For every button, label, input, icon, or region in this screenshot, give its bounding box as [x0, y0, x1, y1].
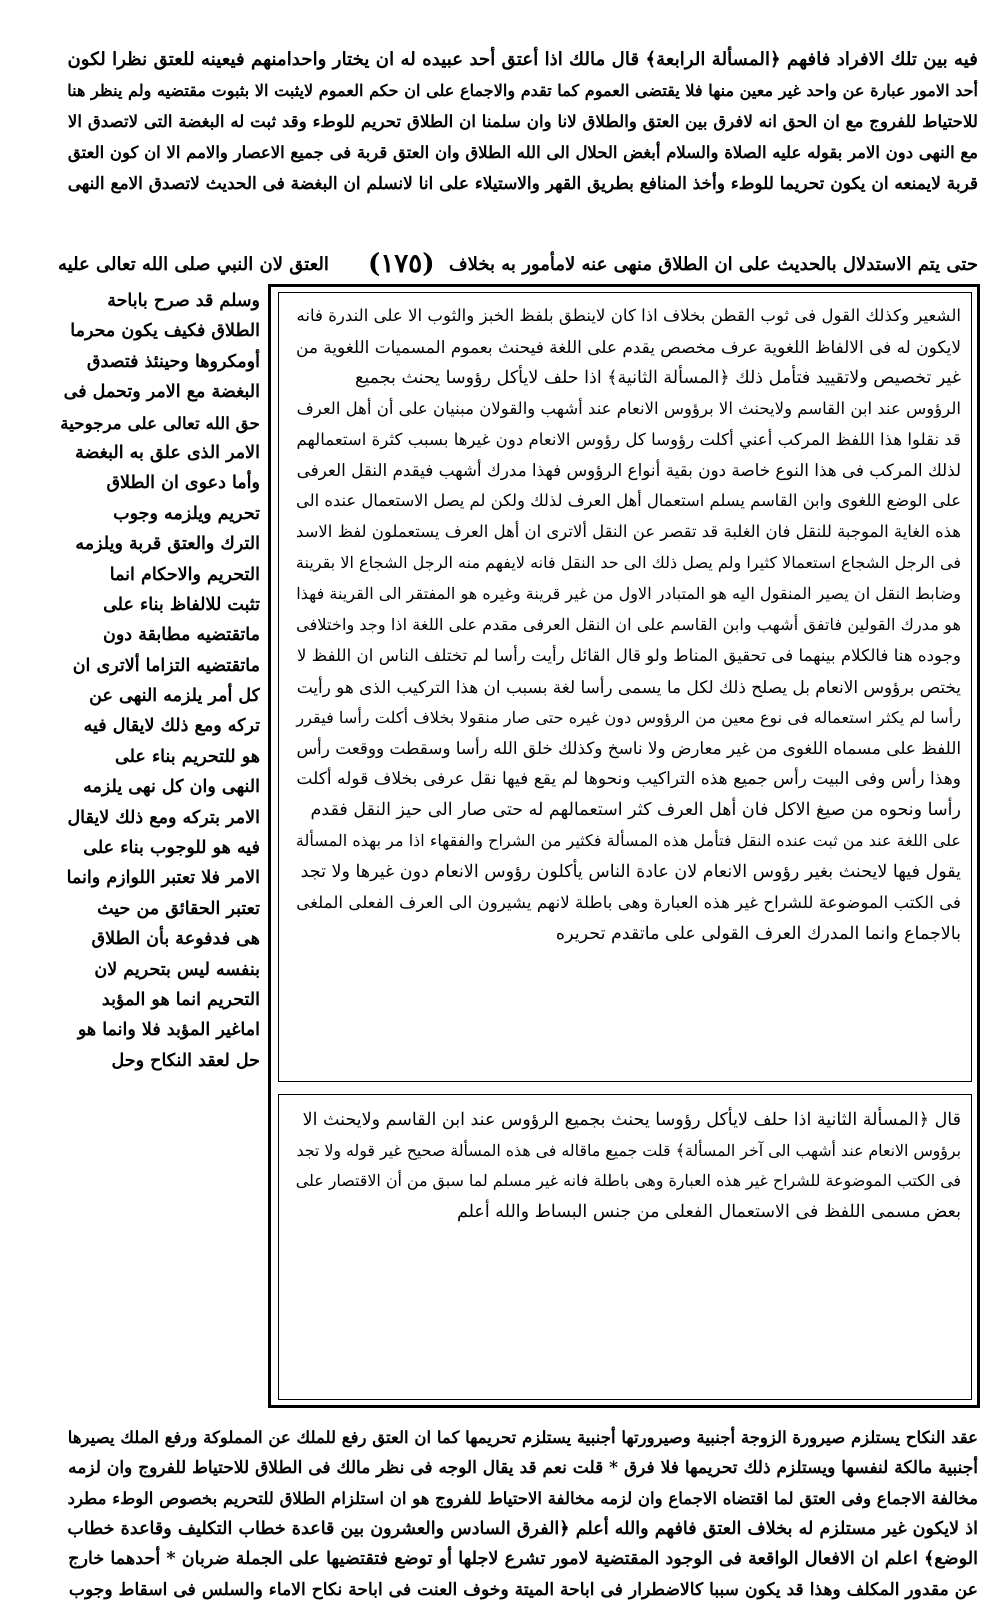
header-line — [58, 250, 978, 280]
margin-column — [58, 286, 260, 1076]
text-line: رأسا لم يكثر استعماله فى نوع معين من الرؤوس دون غيره حتى صار منقولا بخلاف أكلت رأسا فيقرر — [289, 703, 961, 734]
text-line: تحريم ويلزمه وجوب — [58, 499, 260, 529]
text-line: وأما دعوى ان الطلاق — [58, 468, 260, 498]
commentary-box-lower — [278, 1094, 972, 1400]
text-line: فيه بين تلك الافراد فافهم ﴿المسألة الرابعة﴾ قال مالك اذا أعتق أحد عبيده له ان يختار واحدامنهم فيعينه للعتق نظرا لكون — [58, 44, 978, 75]
text-line: رأسا ونحوه من صيغ الاكل فان أهل العرف كثر استعمالهم له حتى صار الى حيز النقل فقدم — [289, 795, 961, 826]
text-line: التحريم والاحكام انما — [58, 560, 260, 590]
text-line: فى الرجل الشجاع استعمالا كثيرا ولم يصل ذلك الى حد النقل فانه لايفهم منه الرجل الشجاع الا بقرينة — [289, 548, 961, 579]
text-line: التحريم انما هو المؤبد — [58, 985, 260, 1015]
text-line: الشعير وكذلك القول فى ثوب القطن بخلاف اذا كان لاينطق بلفظ الخبز والثوب الا على الندرة فانه — [289, 301, 961, 332]
text-line: اذ لايكون غير مستلزم له بخلاف العتق فافهم والله أعلم ﴿الفرق السادس والعشرون بين قاعدة خطاب التكليف وقاعدة خطاب — [58, 1514, 978, 1545]
header-right-text: حتى يتم الاستدلال بالحديث على ان الطلاق منهى عنه لامأمور به بخلاف — [449, 250, 978, 280]
text-line: عقد النكاح يستلزم صيرورة الزوجة أجنبية وصيرورتها أجنبية يستلزم تحريمها كما ان العتق رفع للملك عن المملوكة ورفع الملك يصيرها — [58, 1422, 978, 1453]
text-line: يختص برؤوس الانعام بل يصلح ذلك لكل ما يسمى رأسا لغة بسبب ان هذا التركيب الذى هو رأيت — [289, 672, 961, 703]
text-line: حق الله تعالى على مرجوحية — [58, 408, 260, 438]
text-line: لايكون له فى الالفاظ اللغوية عرف مخصص يقدم على اللغة فيحنث بعموم المسميات اللغوية من — [289, 332, 961, 363]
text-line: كل أمر يلزمه النهى عن — [58, 681, 260, 711]
text-line: الطلاق فكيف يكون محرما — [58, 316, 260, 346]
bottom-text-block — [58, 1422, 978, 1605]
text-line: على الوضع اللغوى وابن القاسم يسلم استعمال أهل العرف لذلك ولكن لم يصل الاستعمال عنده الى — [289, 486, 961, 517]
text-line: قال ﴿المسألة الثانية اذا حلف لايأكل رؤوسا يحنث بجميع الرؤوس عند ابن القاسم ولايحنث الا — [289, 1105, 961, 1136]
text-line: فى الكتب الموضوعة للشراح غير هذه العبارة وهى باطلة لانهم يشيرون الى العرف الفعلى الملغى — [289, 888, 961, 919]
text-line: على اللغة عند من ثبت عنده النقل فتأمل هذه المسألة فكثير من الشراح والفقهاء اذا مر بهذه المسألة — [289, 826, 961, 857]
text-line: هى فدفوعة بأن الطلاق — [58, 924, 260, 954]
text-line: وضابط النقل ان يصير المنقول اليه هو المتبادر الاول من غير قرينة وغيره هو المفتقر الى القرينة فهذا — [289, 579, 961, 610]
text-line: تعتبر الحقائق من حيث — [58, 894, 260, 924]
text-line: ماتقتضيه مطابقة دون — [58, 620, 260, 650]
text-line: برؤوس الانعام عند أشهب الى آخر المسألة﴾ قلت جميع ماقاله فى هذه المسألة صحيح غير قوله ولا تجد — [289, 1136, 961, 1167]
text-line: هذه الغاية الموجبة للنقل فان الغلبة قد تقصر عن النقل ألاترى ان أهل العرف يستعملون لفظ الاسد — [289, 517, 961, 548]
text-line: الامر بتركه ومع ذلك لايقال — [58, 803, 260, 833]
text-line: بالاجماع وانما المدرك العرف القولى على ماتقدم تحريره — [289, 919, 961, 950]
text-line: تركه ومع ذلك لايقال فيه — [58, 711, 260, 741]
text-line: تثبت للالفاظ بناء على — [58, 590, 260, 620]
text-line: قد نقلوا هذا اللفظ المركب أعني أكلت رؤوسا كل رؤوس الانعام دون غيرها بسبب كثرة استعمالهم — [289, 425, 961, 456]
text-line: الرؤوس عند ابن القاسم ولايحنث الا برؤوس الانعام عند أشهب والقولان مبنيان على أن أهل العرف — [289, 394, 961, 425]
text-line: فيه هو للوجوب بناء على — [58, 833, 260, 863]
text-line: وجوده هنا فالكلام بينهما فى تحقيق المناط ولو قال القائل رأيت رأسا لم تختلف الناس ان اللفظ لا — [289, 641, 961, 672]
text-line: الوضع﴾ اعلم ان الافعال الواقعة فى الوجود المقتضية لامور تشرع لاجلها أو توضع فتقتضيها على الجملة ضربان * أحدهما خارج — [58, 1544, 978, 1575]
text-line: بعض مسمى اللفظ فى الاستعمال الفعلى من جنس البساط والله أعلم — [289, 1197, 961, 1228]
text-line: هو للتحريم بناء على — [58, 742, 260, 772]
text-line: أجنبية مالكة لنفسها ويستلزم ذلك تحريمها فلا فرق * قلت نعم قد يقال الوجه فى نظر مالك فى الطلاق للاحتياط للفروج وان لزمه — [58, 1453, 978, 1484]
page-number: (١٧٥) — [368, 248, 435, 280]
text-line: الامر الذى علق به البغضة — [58, 438, 260, 468]
header-left-text: العتق لان النبي صلى الله تعالى عليه — [58, 250, 329, 280]
text-line: للاحتياط للفروج مع ان الحق انه لافرق بين العتق والطلاق لانا وان سلمنا ان الطلاق تحريم للوطء وقد ثبت له البغضة التى لاتصدق الا — [58, 106, 978, 137]
text-line: النهى وان كل نهى يلزمه — [58, 772, 260, 802]
text-line: قربة لايمنعه ان يكون تحريما للوطء وأخذ المنافع بطريق القهر والاستيلاء على انا لانسلم ان البغضة فى الحديث لاتصدق الامع النهى — [58, 168, 978, 199]
commentary-box-upper — [278, 292, 972, 1082]
text-line: اماغير المؤبد فلا وانما هو — [58, 1015, 260, 1045]
text-line: اللفظ على مسماه اللغوى من غير معارض ولا ناسخ وكذلك خلق الله رأسا وسقطت ووقعت رأس — [289, 733, 961, 764]
text-line: ماتقتضيه التزاما ألاترى ان — [58, 651, 260, 681]
text-line: يقول فيها لايحنث بغير رؤوس الانعام لان عادة الناس يأكلون رؤوس الانعام دون غيرها ولا تجد — [289, 857, 961, 888]
text-line: لذلك المركب فى هذا النوع خاصة دون بقية أنواع الرؤوس فهذا مدرك أشهب فيقدم النقل العرفى — [289, 455, 961, 486]
text-line: حل لعقد النكاح وحل — [58, 1046, 260, 1076]
text-line: الامر فلا تعتبر اللوازم وانما — [58, 863, 260, 893]
text-line: فى الكتب الموضوعة للشراح غير هذه العبارة وهى باطلة فانه غير مسلم لما سبق من أن الاقتصار على — [289, 1166, 961, 1197]
text-line: غير تخصيص ولاتقييد فتأمل ذلك ﴿المسألة الثانية﴾ اذا حلف لايأكل رؤوسا يحنث بجميع — [289, 363, 961, 394]
text-line: بنفسه ليس بتحريم لان — [58, 955, 260, 985]
text-line: هو مدرك القولين فاتفق أشهب وابن القاسم على ان النقل العرفى مقدم على اللغة اذا وجد واختلافى — [289, 610, 961, 641]
text-line: عن مقدور المكلف وهذا قد يكون سببا كالاضطرار فى اباحة الميتة وخوف العنت فى اباحة نكاح الاماء والسلس فى اسقاط وجوب — [58, 1575, 978, 1605]
text-line: البغضة مع الامر وتحمل فى — [58, 377, 260, 407]
top-text-block — [58, 44, 978, 199]
text-line: أحد الامور عبارة عن واحد غير معين منها فلا يقتضى العموم كما تقدم والاجماع على ان حكم العموم لايثبت الا بثبوت مقتضيه ولم ينظر هنا — [58, 75, 978, 106]
text-line: وسلم قد صرح باباحة — [58, 286, 260, 316]
text-line: مخالفة الاجماع وفى العتق لما اقتضاه الاجماع وان لزمه مخالفة الاحتياط للفروج هو ان استلزام الطلاق للتحريم بخصوص الوطء مطرد — [58, 1483, 978, 1514]
text-line: مع النهى دون الامر بقوله عليه الصلاة والسلام أبغض الحلال الى الله الطلاق وان العتق قربة فى جميع الاعصار والامم الا ان كون العتق — [58, 137, 978, 168]
text-line: أومكروها وحينئذ فتصدق — [58, 347, 260, 377]
text-line: وهذا رأس وفى البيت رأس جميع هذه التراكيب ونحوها لم يقع فيها نقل عرفى بخلاف قوله أكلت — [289, 764, 961, 795]
text-line: الترك والعتق قربة ويلزمه — [58, 529, 260, 559]
